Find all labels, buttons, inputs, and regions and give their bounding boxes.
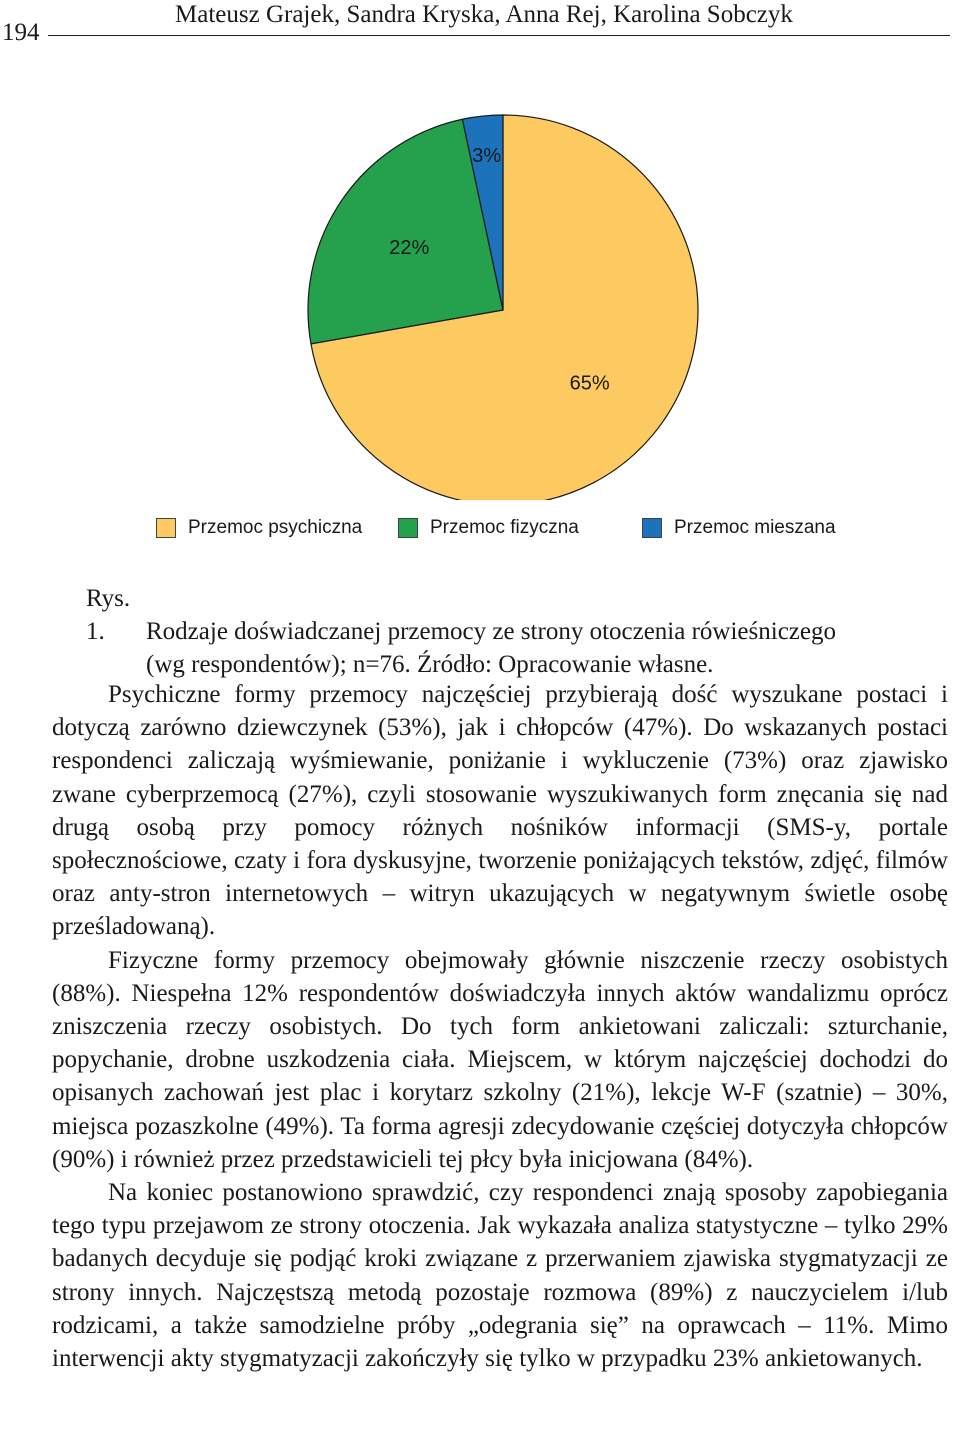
running-head-authors: Mateusz Grajek, Sandra Kryska, Anna Rej, Karolina Sobczyk	[175, 1, 793, 28]
paragraph-zapobieganie: Na koniec postanowiono sprawdzić, czy respondenci znają sposoby zapobiegania tego typu przejawom ze strony otoczenia. Jak wykazała analiza statystyczne – tylko 29% badanych decyduje się podjąć kroki związane z przerwaniem zjawiska stygmatyzacji ze strony innych. Najczęstszą metodą pozostaje rozmowa (89%) z nauczycielem i/lub rodzicami, a także samodzielne próby „odegrania się” na oprawcach – 11%. Mimo interwencji akty stygmatyzacji zakończyły się tylko w przypadku 23% ankietowanych.	[52, 1179, 948, 1373]
page-header	[0, 0, 960, 48]
figure-caption	[86, 582, 886, 681]
pie-label-psychiczna: 65%	[569, 372, 610, 395]
caption-text-1: Rodzaje doświadczanej przemocy ze strony otoczenia rówieśniczego	[146, 618, 836, 645]
header-rule	[48, 35, 950, 36]
legend-swatch-psychiczna	[156, 518, 176, 538]
pie-chart	[0, 60, 960, 550]
legend-swatch-fizyczna	[398, 518, 418, 538]
paragraph-psychiczne: Psychiczne formy przemocy najczęściej przybierają dość wyszukane postaci i dotyczą zarówno dziewczynek (53%), jak i chłopców (47%). Do wskazanych postaci respondenci zaliczają wyśmiewanie, poniżanie i wykluczenie (73%) oraz zjawisko zwane cyberprzemocą (27%), czyli stosowanie wyszukiwanych form znęcania się nad drugą osobą przy pomocy różnych nośników informacji (SMS-y, portale społecznościowe, czaty i fora dyskusyjne, tworzenie poniżających tekstów, zdjęć, filmów oraz anty-stron internetowych – witryn ukazujących w negatywnym świetle osobę prześladowaną).	[52, 681, 948, 941]
pie-label-mieszana: 3%	[472, 144, 502, 167]
pie-label-fizyczna: 22%	[389, 236, 430, 259]
paragraph-fizyczne: Fizyczne formy przemocy obejmowały głównie niszczenie rzeczy osobistych (88%). Niespełna 12% respondentów doświadczyła innych aktów wandalizmu oprócz zniszczenia rzeczy osobistych. Do tych form ankietowani zaliczali: szturchanie, popychanie, drobne uszkodzenia ciała. Miejscem, w którym najczęściej dochodzi do opisanych zachowań jest plac i korytarz szkolny (21%), lekcje W-F (szatnie) – 30%, miejsca pozaszkolne (49%). Ta forma agresji zdecydowanie częściej dotyczyła chłopców (90%) i również przez przedstawicieli tej płcy była inicjowana (84%).	[52, 946, 948, 1173]
legend-item-psychiczna	[156, 515, 362, 541]
page-number: 194	[2, 19, 40, 46]
legend-swatch-mieszana	[642, 518, 662, 538]
legend-label-mieszana: Przemoc mieszana	[674, 517, 836, 538]
caption-label: Rys. 1.	[86, 585, 131, 645]
body-text	[52, 678, 948, 1375]
legend-label-fizyczna: Przemoc fizyczna	[430, 517, 579, 538]
chart-legend	[0, 515, 960, 545]
legend-item-fizyczna	[398, 515, 579, 541]
legend-item-mieszana	[642, 515, 836, 541]
legend-label-psychiczna: Przemoc psychiczna	[188, 517, 363, 538]
pie-chart-svg	[0, 60, 960, 500]
caption-line-2: (wg respondentów); n=76. Źródło: Opracowanie własne.	[146, 651, 714, 678]
caption-line-1	[86, 582, 886, 648]
